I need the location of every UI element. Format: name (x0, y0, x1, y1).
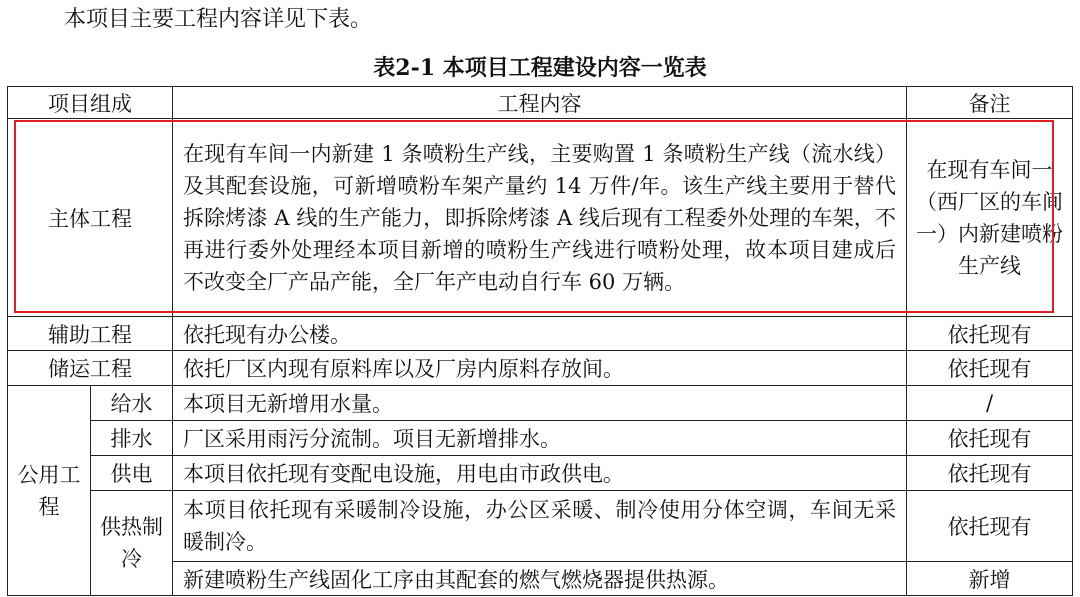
table-row-power (8, 456, 1073, 491)
row-label-main: 主体工程 (8, 119, 173, 317)
table-header-row (8, 87, 1073, 119)
row-content-heating-2: 新建喷粉生产线固化工序由其配套的燃气燃烧器提供热源。 (173, 562, 907, 596)
row-content-auxiliary: 依托现有办公楼。 (173, 317, 907, 351)
row-note-drainage: 依托现有 (907, 421, 1073, 456)
row-content-water-supply: 本项目无新增用水量。 (173, 386, 907, 421)
row-content-heating-1: 本项目依托现有采暖制冷设施，办公区采暖、制冷使用分体空调，车间无采暖制冷。 (173, 491, 907, 562)
row-note-water-supply: / (907, 386, 1073, 421)
row-note-heating-2: 新增 (907, 562, 1073, 596)
row-note-storage: 依托现有 (907, 351, 1073, 386)
row-content-power: 本项目依托现有变配电设施，用电由市政供电。 (173, 456, 907, 491)
row-label-public: 公用工程 (8, 386, 91, 596)
row-note-auxiliary: 依托现有 (907, 317, 1073, 351)
row-note-power: 依托现有 (907, 456, 1073, 491)
sub-label-heating: 供热制冷 (91, 491, 173, 596)
row-label-storage: 储运工程 (8, 351, 173, 386)
header-content: 工程内容 (173, 87, 907, 119)
sub-label-power: 供电 (91, 456, 173, 491)
table-row-storage (8, 351, 1073, 386)
sub-label-water-supply: 给水 (91, 386, 173, 421)
table-caption: 表2-1 本项目工程建设内容一览表 (373, 55, 707, 81)
row-content-drainage: 厂区采用雨污分流制。项目无新增排水。 (173, 421, 907, 456)
table-row-heating-1 (8, 491, 1073, 562)
sub-label-drainage: 排水 (91, 421, 173, 456)
table-row-main (8, 119, 1073, 317)
table-row-drainage (8, 421, 1073, 456)
row-label-auxiliary: 辅助工程 (8, 317, 173, 351)
table-row-auxiliary (8, 317, 1073, 351)
header-component: 项目组成 (8, 87, 173, 119)
row-content-main: 在现有车间一内新建 1 条喷粉生产线，主要购置 1 条喷粉生产线（流水线）及其配套设施，可新增喷粉车架产量约 14 万件/年。该生产线主要用于替代拆除烤漆 A 线的生产能力，即拆除烤漆 A 线后现有工程委外处理的车架，不再进行委外处理经本项目新增的喷粉生产线进行喷粉处理，故本项目建成后不改变全厂产品产能，全厂年产电动自行车 60 万辆。 (173, 119, 907, 317)
intro-text: 本项目主要工程内容详见下表。 (64, 7, 373, 32)
row-note-main: 在现有车间一（西厂区的车间一）内新建喷粉生产线 (907, 119, 1073, 317)
construction-content-table (7, 86, 1073, 596)
row-note-heating-1: 依托现有 (907, 491, 1073, 562)
header-note: 备注 (907, 87, 1073, 119)
table-row-water-supply (8, 386, 1073, 421)
row-content-storage: 依托厂区内现有原料库以及厂房内原料存放间。 (173, 351, 907, 386)
